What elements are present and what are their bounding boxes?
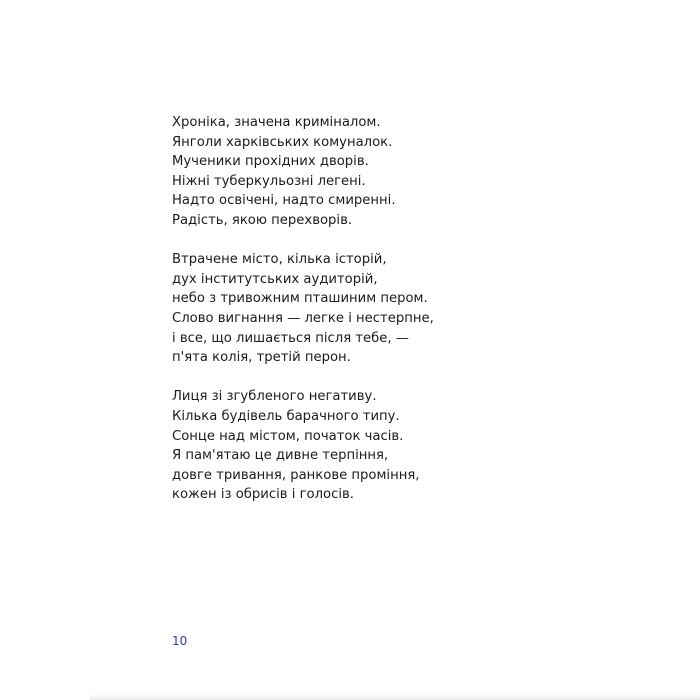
- poem: [172, 113, 592, 505]
- poem-line: Мученики прохідних дворів.: [172, 154, 369, 170]
- poem-line: Ніжні туберкульозні легені.: [172, 173, 366, 189]
- poem-line: Сонце над містом, початок часів.: [172, 428, 404, 444]
- poem-line: Радість, якою перехворів.: [172, 212, 353, 228]
- stanza-3: [172, 387, 592, 505]
- poem-line: дух інститутських аудиторій,: [172, 271, 378, 287]
- poem-line: Хроніка, значена криміналом.: [172, 115, 381, 130]
- poem-line: Кілька будівель барачного типу.: [172, 408, 400, 424]
- page-edge-shadow: [90, 694, 700, 700]
- poem-line: Надто освічені, надто смиренні.: [172, 193, 396, 209]
- stanza-2: [172, 250, 592, 368]
- poem-line: небо з тривожним пташиним пером.: [172, 291, 428, 307]
- page-number: 10: [172, 634, 188, 648]
- poem-line: кожен із обрисів і голосів.: [172, 487, 354, 503]
- poem-line: і все, що лишається після тебе, —: [172, 330, 409, 346]
- poem-line: Втрачене місто, кілька історій,: [172, 252, 387, 268]
- poem-line: Лиця зі згубленого негативу.: [172, 389, 377, 405]
- poem-line: п'ята колія, третій перон.: [172, 350, 351, 366]
- stanza-1: [172, 113, 592, 231]
- poem-line: довге тривання, ранкове проміння,: [172, 467, 420, 483]
- poem-line: Я пам'ятаю це дивне терпіння,: [172, 448, 389, 464]
- poem-line: Слово вигнання — легке і нестерпне,: [172, 310, 434, 326]
- poem-line: Янголи харківських комуналок.: [172, 134, 393, 150]
